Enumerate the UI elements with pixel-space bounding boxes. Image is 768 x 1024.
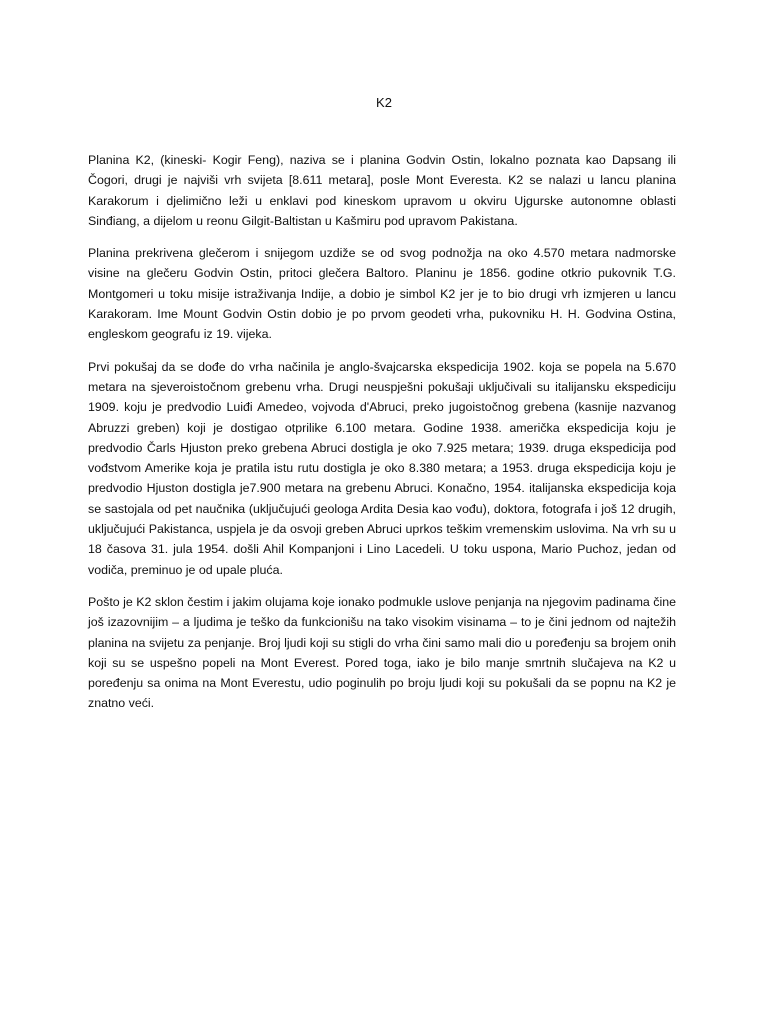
paragraph-4: Pošto je K2 sklon čestim i jakim olujama koje ionako podmukle uslove penjanja na njegovim padinama čine još izazovnijim – a ljudima je teško da funkcionišu na tako visokim visinama – to je čini jednom od najtežih planina na svijetu za penjanje. Broj ljudi koji su stigli do vrha čini samo mali dio u poređenju sa brojem onih koji su se uspešno popeli na Mont Everest. Pored toga, iako je bilo manje smrtnih slučajeva na K2 u poređenju sa onima na Mont Everestu, udio poginulih po broju ljudi koji su pokušali da se popnu na K2 je znatno veći.	[88, 594, 676, 711]
paragraph-2: Planina prekrivena glečerom i snijegom uzdiže se od svog podnožja na oko 4.570 metara nadmorske visine na glečeru Godvin Ostin, pritoci glečera Baltoro. Planinu je 1856. godine otkrio pukovnik T.G. Montgomeri u toku misije istraživanja Indije, a dobio je simbol K2 jer je to bio drugi vrh izmjeren u lancu Karakoram. Ime Mount Godvin Ostin dobio je po prvom geodeti vrha, pukovniku H. H. Godvina Ostina, engleskom geografu iz 19. vijeka.	[88, 246, 676, 342]
document-title: K2	[376, 95, 392, 110]
paragraph-1: Planina K2, (kineski- Kogir Feng), naziva se i planina Godvin Ostin, lokalno poznata kao Dapsang ili Čogori, drugi je najviši vrh svijeta [8.611 metara], posle Mont Everesta. K2 se nalazi u lancu planina Karakorum i djelimično leži u enklavi pod kineskom upravom u okviru Ujgurske autonomne oblasti Sinđiang, a dijelom u reonu Gilgit-Baltistan u Kašmiru pod upravom Pakistana.	[88, 153, 676, 228]
document-body	[88, 150, 676, 726]
paragraph-3: Prvi pokušaj da se dođe do vrha načinila je anglo-švajcarska ekspedicija 1902. koja se popela na 5.670 metara na sjeveroistočnom grebenu vrha. Drugi neuspješni pokušaji uključivali su italijansku ekspediciju 1909. koju je predvodio Luiđi Amedeo, vojvoda d'Abruci, preko jugoistočnog grebena (kasnije nazvanog Abruzzi greben) koji je dostigao otprilike 6.100 metara. Godine 1938. američka ekspedicija koju je predvodio Čarls Hjuston preko grebena Abruci dostigla je oko 7.925 metara; 1939. druga ekspedicija pod vođstvom Amerike koja je pratila istu rutu dostigla je oko 8.380 metara; a 1953. druga ekspedicija koju je predvodio Hjuston dostigla je7.900 metara na grebenu Abruci. Konačno, 1954. italijanska ekspedicija koja se sastojala od pet naučnika (uključujući geologa Ardita Desia kao vođu), doktora, fotografa i još 12 drugih, uključujući Pakistanca, uspjela je da osvoji greben Abruci uprkos teškim vremenskim uslovima. Na vrh su u 18 časova 31. jula 1954. došli Ahil Kompanjoni i Lino Lacedeli. U toku uspona, Mario Puchoz, jedan od vodiča, preminuo je od upale pluća.	[88, 359, 676, 577]
